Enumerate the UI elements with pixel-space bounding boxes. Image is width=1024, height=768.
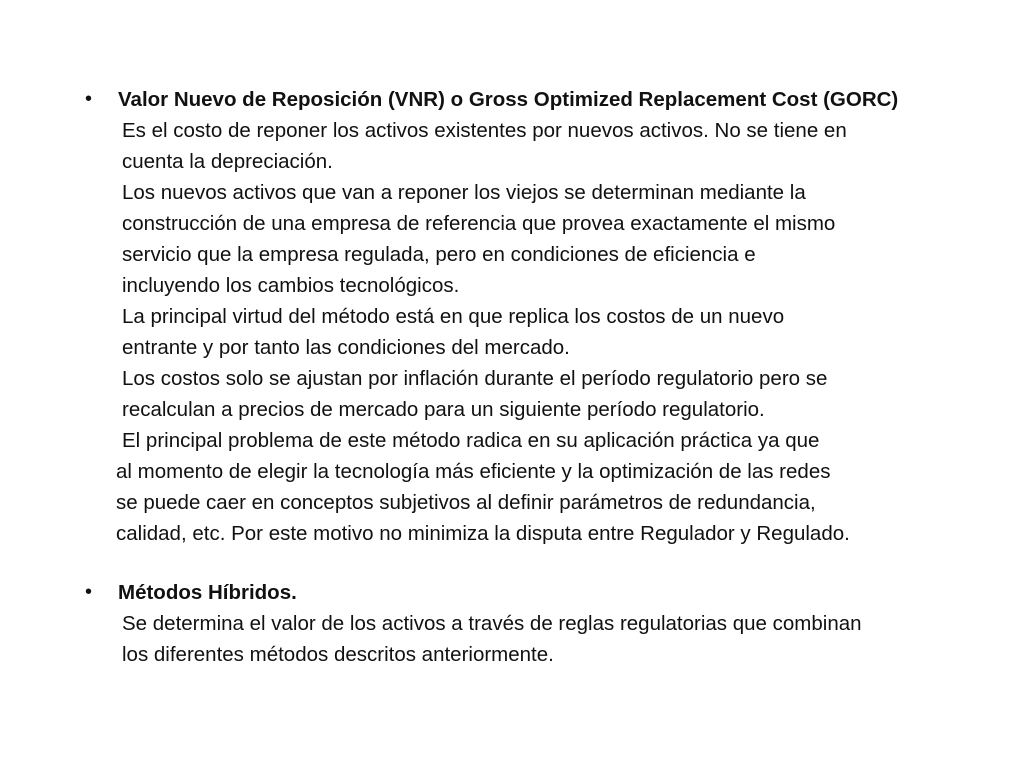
bullet-dot: •: [85, 581, 93, 603]
bullet-hibridos: [85, 577, 985, 677]
vnr-line: Los nuevos activos que van a reponer los viejos se determinan mediante la: [122, 181, 806, 204]
vnr-heading: Valor Nuevo de Reposición (VNR) o Gross Optimized Replacement Cost (GORC): [118, 88, 899, 111]
vnr-line: construcción de una empresa de referencia que provea exactamente el mismo: [122, 212, 836, 235]
bullet-vnr: [85, 84, 985, 554]
vnr-line: incluyendo los cambios tecnológicos.: [122, 274, 460, 297]
vnr-line: Es el costo de reponer los activos existentes por nuevos activos. No se tiene en: [122, 119, 847, 142]
hibridos-heading: Métodos Híbridos.: [118, 581, 297, 604]
vnr-line: entrante y por tanto las condiciones del mercado.: [122, 336, 570, 359]
vnr-line: se puede caer en conceptos subjetivos al definir parámetros de redundancia,: [116, 491, 816, 514]
vnr-line: al momento de elegir la tecnología más eficiente y la optimización de las redes: [116, 460, 831, 483]
vnr-line: cuenta la depreciación.: [122, 150, 333, 173]
vnr-line: recalculan a precios de mercado para un siguiente período regulatorio.: [122, 398, 765, 421]
vnr-line: El principal problema de este método radica en su aplicación práctica ya que: [122, 429, 820, 452]
vnr-line: calidad, etc. Por este motivo no minimiza la disputa entre Regulador y Regulado.: [116, 522, 850, 545]
vnr-line: Los costos solo se ajustan por inflación durante el período regulatorio pero se: [122, 367, 828, 390]
hibridos-line: los diferentes métodos descritos anteriormente.: [122, 643, 554, 666]
vnr-line: servicio que la empresa regulada, pero en condiciones de eficiencia e: [122, 243, 756, 266]
hibridos-line: Se determina el valor de los activos a través de reglas regulatorias que combinan: [122, 612, 862, 635]
bullet-dot: •: [85, 88, 93, 110]
vnr-line: La principal virtud del método está en que replica los costos de un nuevo: [122, 305, 785, 328]
